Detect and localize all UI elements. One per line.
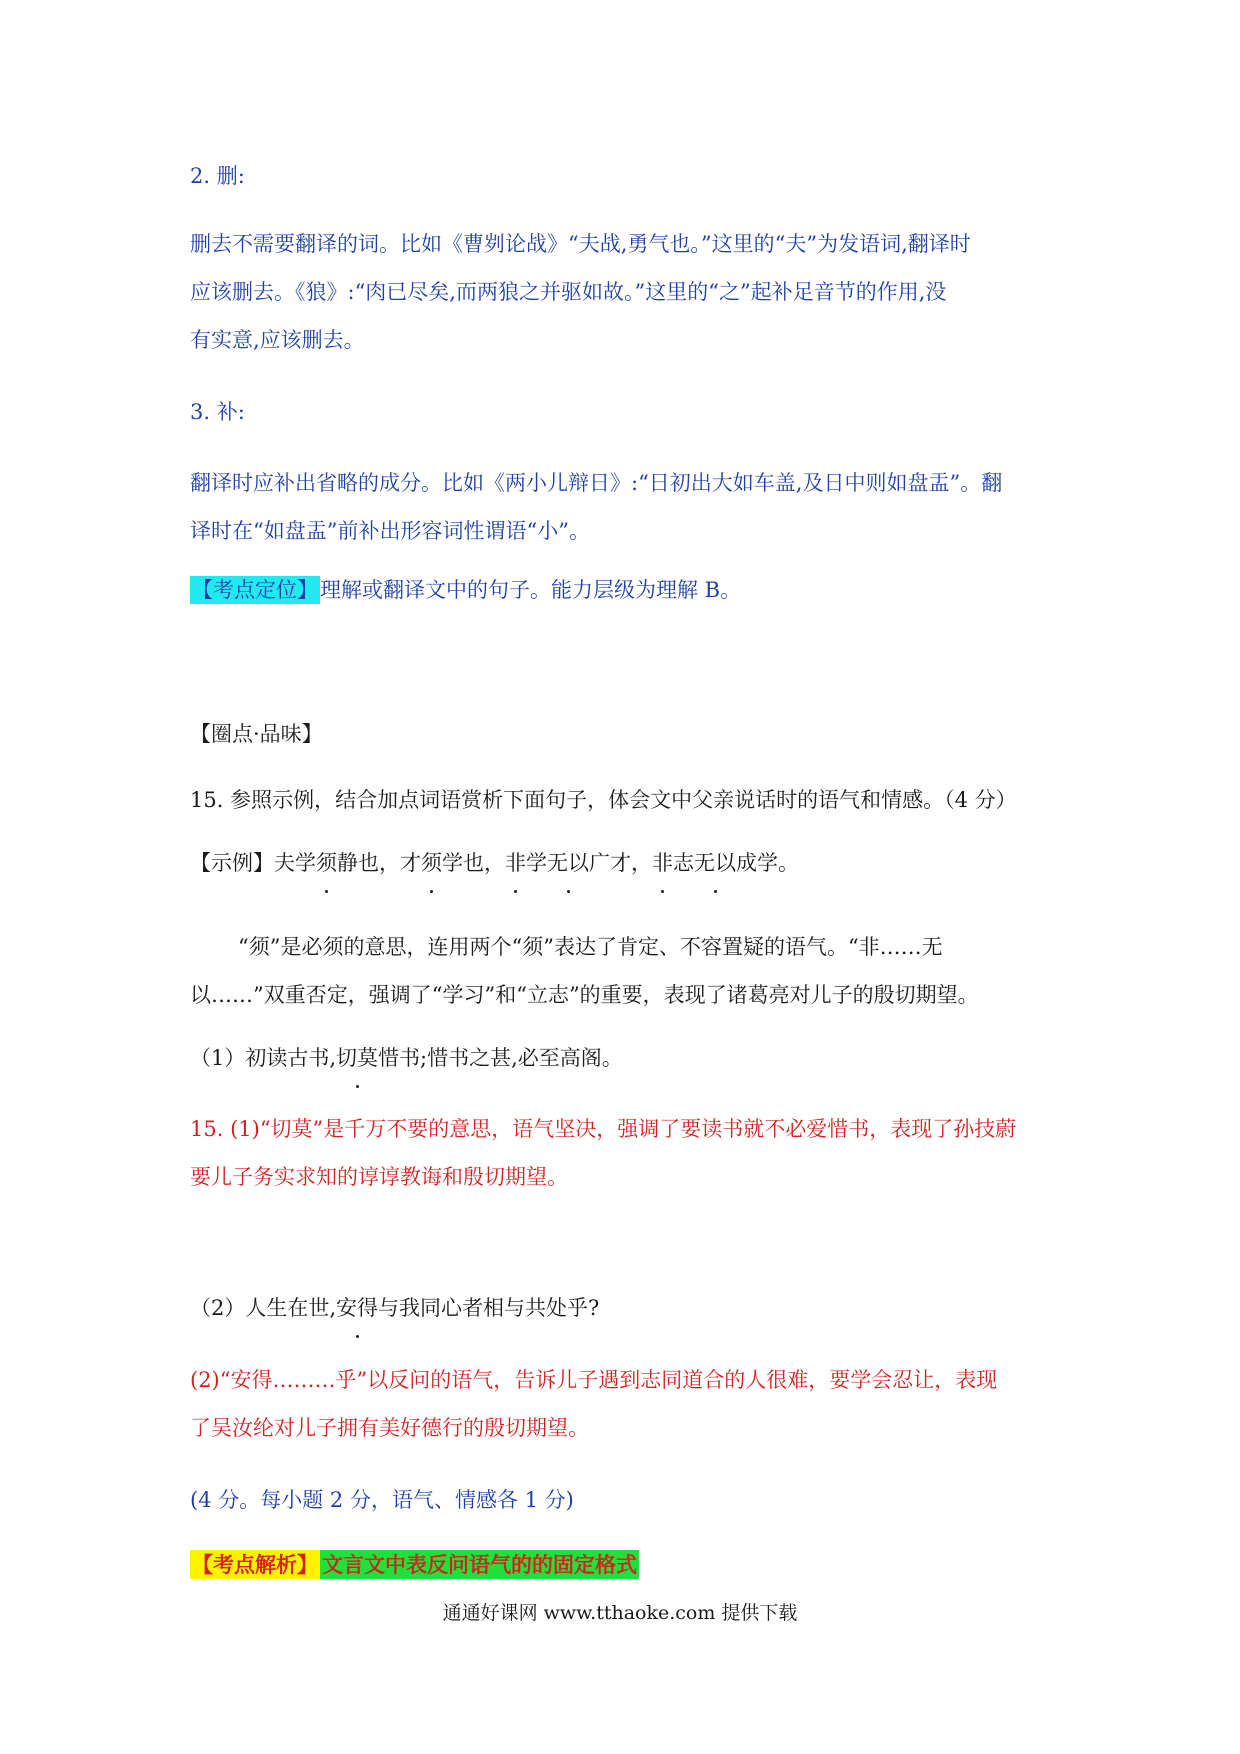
section-3-line-2: 译时在“如盘盂”前补出形容词性谓语“小”。	[190, 519, 590, 543]
quandian-header: 【圈点·品味】	[190, 722, 323, 746]
sub-question-text: （1）初读古书,	[190, 1046, 337, 1070]
dotted-word: 安得	[336, 1284, 378, 1332]
sub-question-2	[190, 1284, 1070, 1332]
kaodian-tag: 【考点定位】	[192, 578, 318, 602]
section-2-line-2: 应该删去。《狼》:“肉已尽矣,而两狼之并驱如故。”这里的“之”起补足音节的作用,没	[190, 280, 947, 304]
kaodian-analysis-line	[190, 1541, 1070, 1589]
example-text: 静也，才	[337, 851, 421, 875]
dotted-word: 无以	[547, 839, 589, 887]
example-text: 学	[526, 851, 547, 875]
section-3-title: 3. 补:	[190, 400, 245, 424]
explanation-line-2: 以……”双重否定，强调了“学习”和“立志”的重要，表现了诸葛亮对儿子的殷切期望。	[190, 983, 979, 1007]
kaodian-analysis-tag: 【考点解析】	[192, 1552, 318, 1577]
example-text: 夫学	[274, 851, 316, 875]
dotted-word: 非	[652, 839, 673, 887]
answer-1-line-1: 15. (1)“切莫”是千万不要的意思，语气坚决，强调了要读书就不必爱惜书，表现了孙技蔚	[190, 1117, 1017, 1141]
dotted-word: 无以	[694, 839, 736, 887]
example-text: 志	[673, 851, 694, 875]
section-2-line-3: 有实意,应该删去。	[190, 328, 365, 352]
dotted-word: 非	[505, 839, 526, 887]
sub-question-text: ?	[588, 1296, 600, 1320]
answer-2-line-2: 了吴汝纶对儿子拥有美好德行的殷切期望。	[190, 1416, 589, 1440]
answer-2-line-1: (2)“安得………乎”以反问的语气，告诉儿子遇到志同道合的人很难，要学会忍让，表现	[190, 1368, 998, 1392]
sub-question-text: 乎	[567, 1296, 589, 1320]
example-tag: 【示例】	[190, 851, 274, 875]
explanation-line-1: “须”是必须的意思，连用两个“须”表达了肯定、不容置疑的语气。“非……无	[238, 935, 943, 959]
section-2-title: 2. 删:	[190, 164, 245, 188]
sub-question-text: 惜书;惜书之甚,必至高阁。	[378, 1046, 623, 1070]
sub-question-text: （2）人生在世,	[190, 1296, 337, 1320]
example-text: 学也，	[442, 851, 505, 875]
kaodian-line	[190, 566, 1070, 614]
section-2-line-1: 删去不需要翻译的词。比如《曹刿论战》“夫战,勇气也。”这里的“夫”为发语词,翻译时	[190, 232, 971, 256]
example-text: 成学。	[736, 851, 799, 875]
score-note: (4 分。每小题 2 分，语气、情感各 1 分)	[190, 1488, 574, 1512]
dotted-word: 切莫	[336, 1034, 378, 1082]
dotted-word: 须	[316, 839, 337, 887]
q15-prompt: 15. 参照示例，结合加点词语赏析下面句子，体会文中父亲说话时的语气和情感。（4 分）	[190, 788, 1017, 812]
section-3-line-1: 翻译时应补出省略的成分。比如《两小儿辩日》:“日初出大如车盖,及日中则如盘盂”。翻	[190, 471, 1003, 495]
sub-question-text: 与我同心者相与共处	[378, 1296, 568, 1320]
kaodian-text: 理解或翻译文中的句子。能力层级为理解 B。	[320, 578, 742, 602]
kaodian-analysis-text: 文言文中表反问语气的的固定格式	[322, 1552, 637, 1577]
q15-example	[190, 839, 1070, 887]
sub-question-1	[190, 1034, 1070, 1082]
answer-1-line-2: 要儿子务实求知的谆谆教诲和殷切期望。	[190, 1165, 568, 1189]
footer-source: 通通好课网 www.tthaoke.com 提供下载	[442, 1602, 798, 1624]
dotted-word: 须	[421, 839, 442, 887]
example-text: 广才，	[589, 851, 652, 875]
